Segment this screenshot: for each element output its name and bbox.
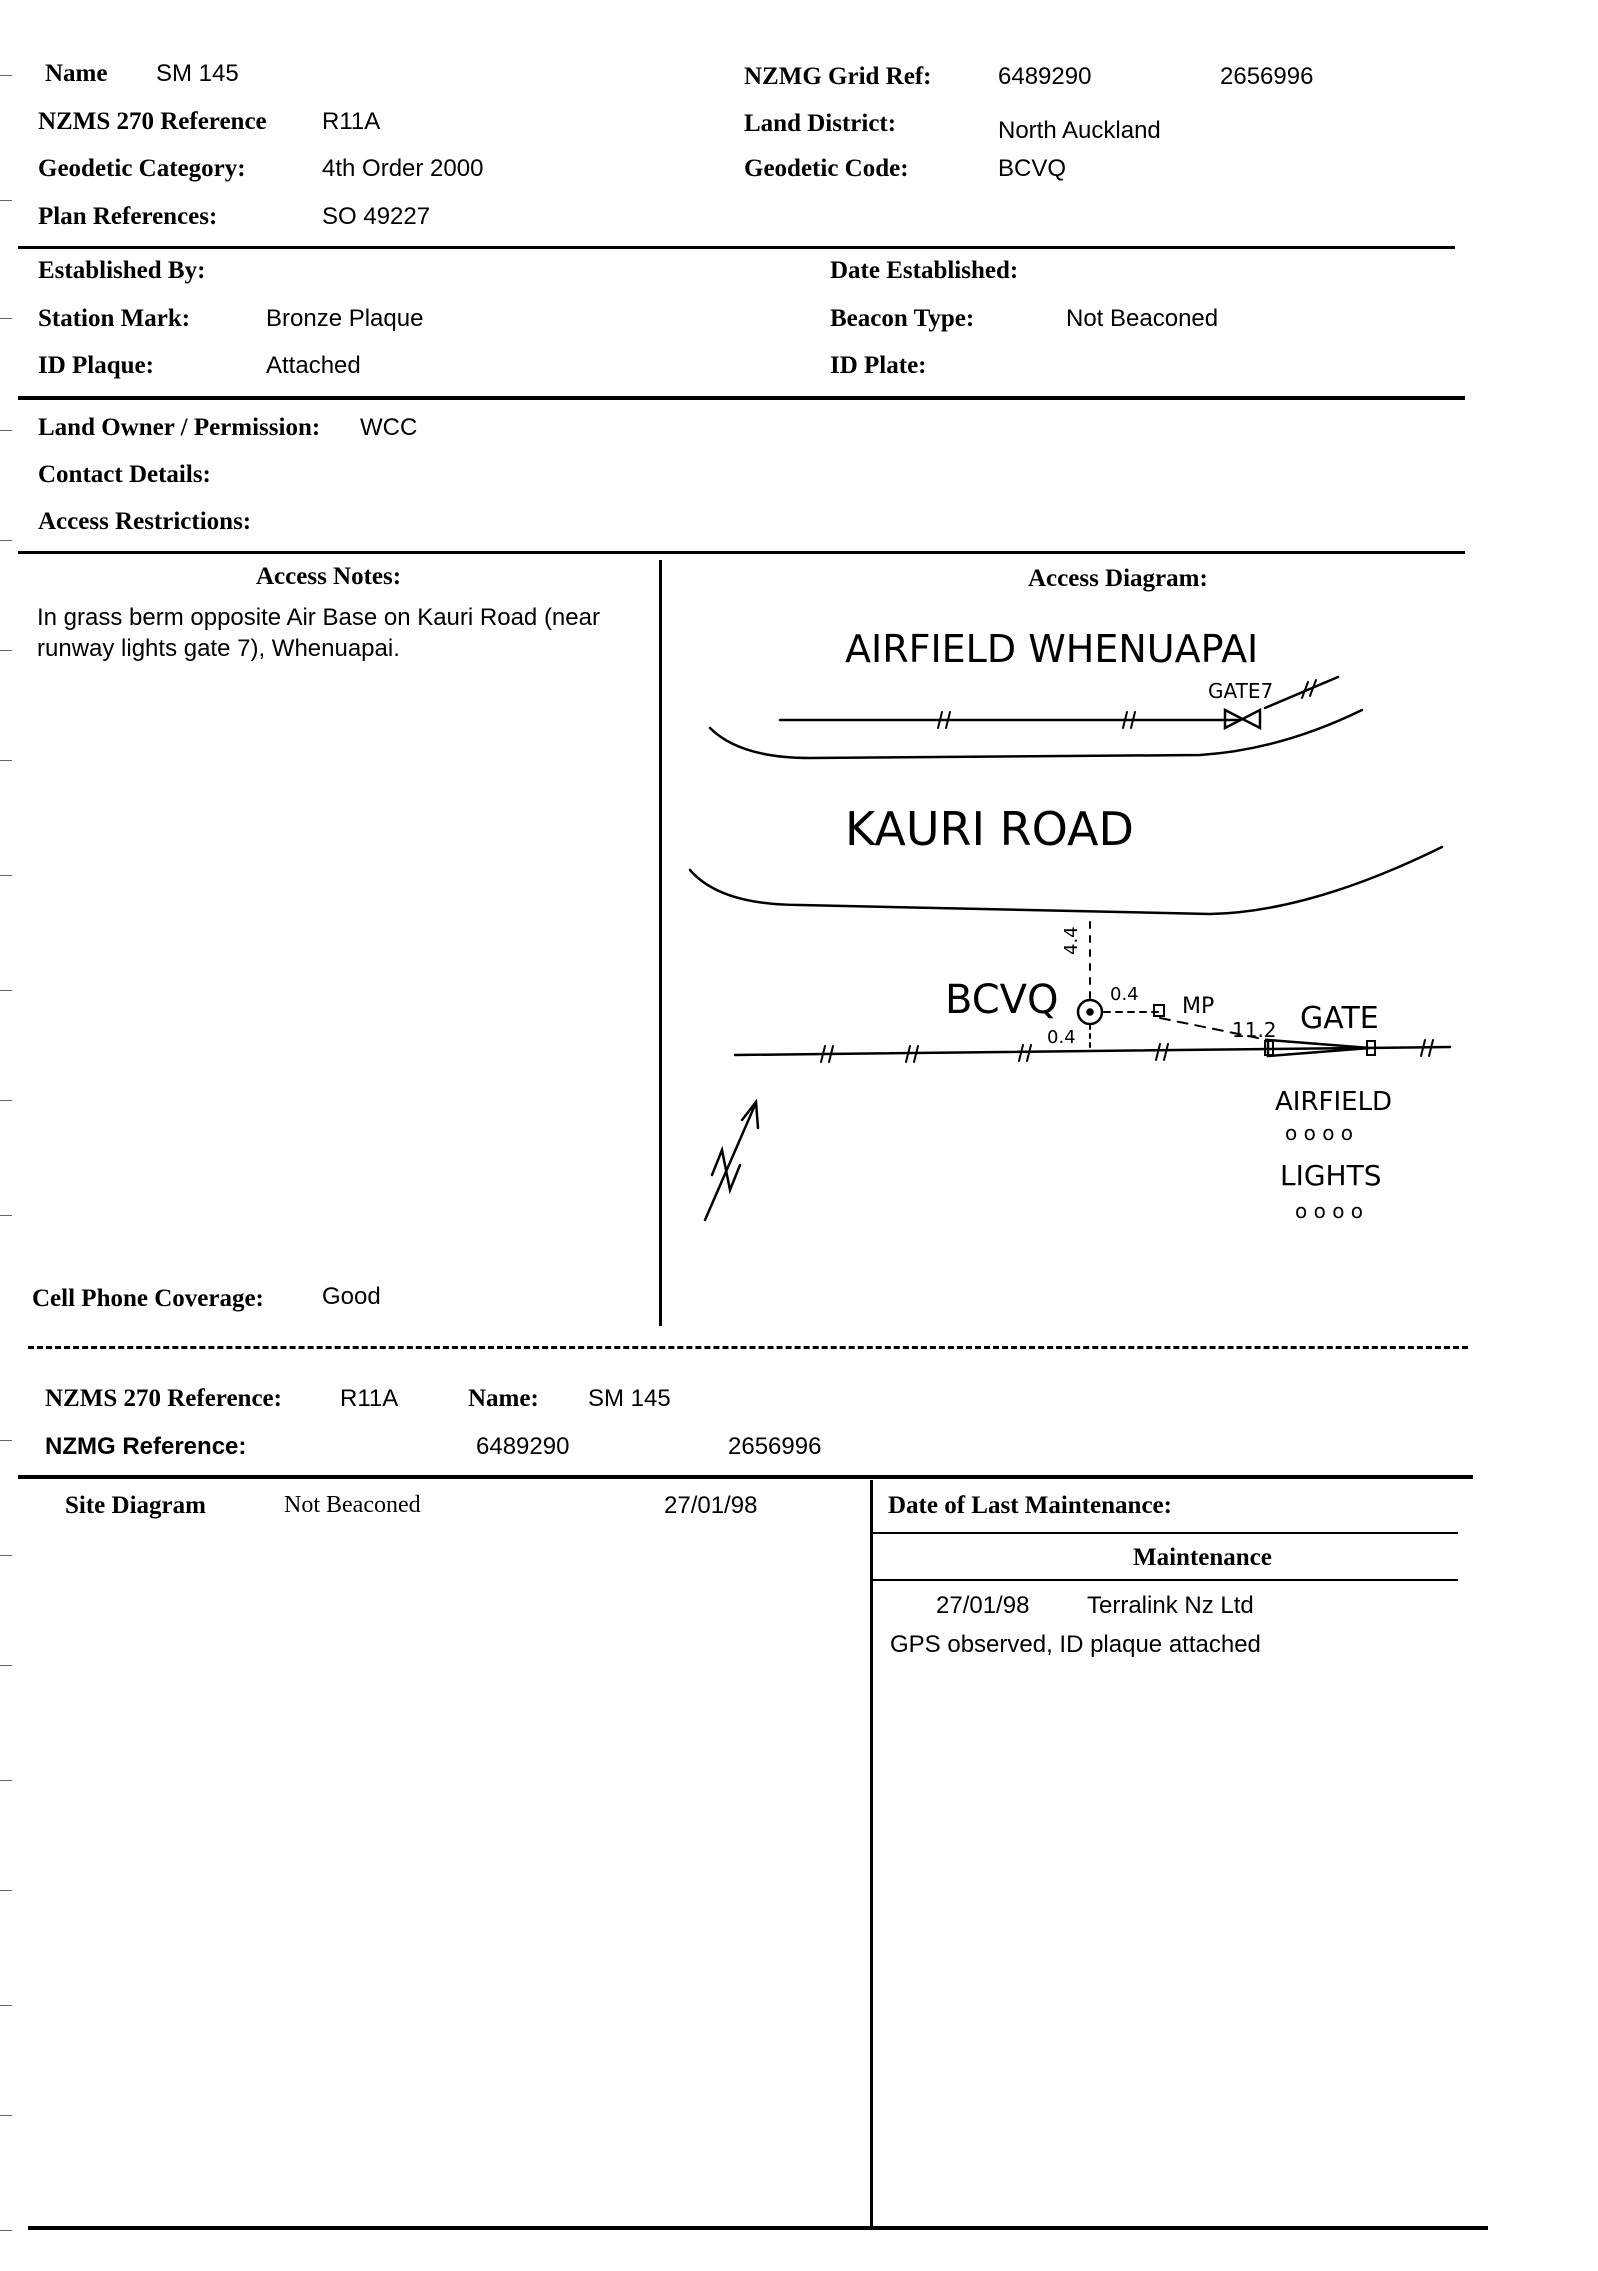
divider (873, 1532, 1458, 1534)
contact-details-label: Contact Details: (38, 461, 211, 488)
lower-name-value: SM 145 (588, 1385, 671, 1412)
maintenance-note: GPS observed, ID plaque attached (890, 1631, 1261, 1658)
vertical-divider (659, 560, 662, 1326)
access-notes-heading: Access Notes: (256, 563, 402, 590)
last-maintenance-label: Date of Last Maintenance: (888, 1492, 1172, 1519)
divider (28, 2226, 1488, 2230)
divider (18, 246, 1455, 249)
id-plaque-value: Attached (266, 352, 361, 379)
established-by-label: Established By: (38, 257, 206, 284)
north-arrow (705, 1105, 755, 1220)
divider (18, 396, 1465, 400)
diagram-gate-label: GATE (1300, 1001, 1379, 1036)
cell-coverage-label: Cell Phone Coverage: (32, 1285, 264, 1312)
lower-nzmg-north: 6489290 (476, 1433, 570, 1460)
lower-nzms-value: R11A (340, 1385, 399, 1412)
diagram-airfield-label: AIRFIELD WHENUAPAI (845, 627, 1259, 671)
grid-ref-east: 2656996 (1220, 63, 1314, 90)
diagram-station-label: BCVQ (945, 977, 1059, 1023)
grid-ref-north: 6489290 (998, 63, 1092, 90)
access-restrictions-label: Access Restrictions: (38, 508, 252, 535)
beacon-type-value: Not Beaconed (1066, 305, 1219, 332)
diagram-dist-mp: 0.4 (1110, 984, 1139, 1005)
grid-ref-label: NZMG Grid Ref: (744, 63, 932, 90)
diagram-lights-dots-row1: o o o o (1285, 1121, 1354, 1145)
id-plate-label: ID Plate: (830, 352, 927, 379)
divider (18, 551, 1465, 554)
maintenance-heading: Maintenance (1133, 1544, 1272, 1571)
diagram-dist-fence: 0.4 (1047, 1027, 1076, 1048)
divider (873, 1579, 1458, 1581)
diagram-lights-dots-row2: o o o o (1295, 1199, 1364, 1223)
access-diagram-heading: Access Diagram: (1028, 565, 1208, 592)
lower-nzms-label: NZMS 270 Reference: (45, 1385, 282, 1412)
land-owner-label: Land Owner / Permission: (38, 414, 321, 441)
geodetic-category-label: Geodetic Category: (38, 155, 246, 182)
site-diagram-date: 27/01/98 (664, 1492, 758, 1519)
land-district-label: Land District: (744, 110, 897, 137)
maintenance-organisation: Terralink Nz Ltd (1087, 1592, 1254, 1619)
divider (18, 1475, 1473, 1479)
diagram-airfield-lights-line1: AIRFIELD (1275, 1087, 1393, 1117)
id-plaque-label: ID Plaque: (38, 352, 154, 379)
dashed-separator (28, 1346, 1468, 1349)
lower-nzmg-east: 2656996 (728, 1433, 822, 1460)
maintenance-date: 27/01/98 (936, 1592, 1030, 1619)
lower-nzmg-label: NZMG Reference: (45, 1433, 247, 1460)
diagram-mp-label: MP (1182, 994, 1215, 1019)
nzms-reference-value: R11A (322, 108, 381, 135)
land-district-value: North Auckland (998, 117, 1161, 144)
station-mark-value: Bronze Plaque (266, 305, 424, 332)
nzms-reference-label: NZMS 270 Reference (38, 108, 267, 135)
name-label: Name (45, 60, 108, 87)
date-established-label: Date Established: (830, 257, 1019, 284)
gate7-fence (1265, 677, 1338, 708)
access-notes-text: In grass berm opposite Air Base on Kauri Road (near runway lights gate 7), Whenuapai. (37, 604, 600, 662)
cell-coverage-value: Good (322, 1283, 381, 1310)
plan-references-label: Plan References: (38, 203, 218, 230)
beacon-type-label: Beacon Type: (830, 305, 975, 332)
diagram-dist-gate: 11.2 (1232, 1018, 1277, 1042)
diagram-dist-road: 4.4 (1061, 926, 1082, 955)
lower-name-label: Name: (468, 1385, 539, 1412)
station-mark-label: Station Mark: (38, 305, 191, 332)
access-diagram-sketch (670, 600, 1460, 1320)
geodetic-code-value: BCVQ (998, 155, 1067, 182)
land-owner-value: WCC (360, 414, 418, 441)
diagram-road-label: KAURI ROAD (845, 802, 1134, 856)
mp-marker (1154, 1005, 1164, 1016)
site-diagram-label: Site Diagram (65, 1492, 206, 1519)
site-diagram-beacon: Not Beaconed (284, 1492, 421, 1518)
geodetic-code-label: Geodetic Code: (744, 155, 909, 182)
diagram-north-label: N (718, 1204, 719, 1205)
vertical-divider (870, 1480, 873, 2226)
diagram-gate7-label: GATE7 (1208, 679, 1274, 703)
road-bottom-edge (690, 847, 1442, 914)
road-top-edge (710, 710, 1362, 758)
geodetic-category-value: 4th Order 2000 (322, 155, 484, 182)
diagram-airfield-lights-line2: LIGHTS (1280, 1159, 1382, 1192)
plan-references-value: SO 49227 (322, 203, 431, 230)
name-value: SM 145 (156, 60, 239, 87)
